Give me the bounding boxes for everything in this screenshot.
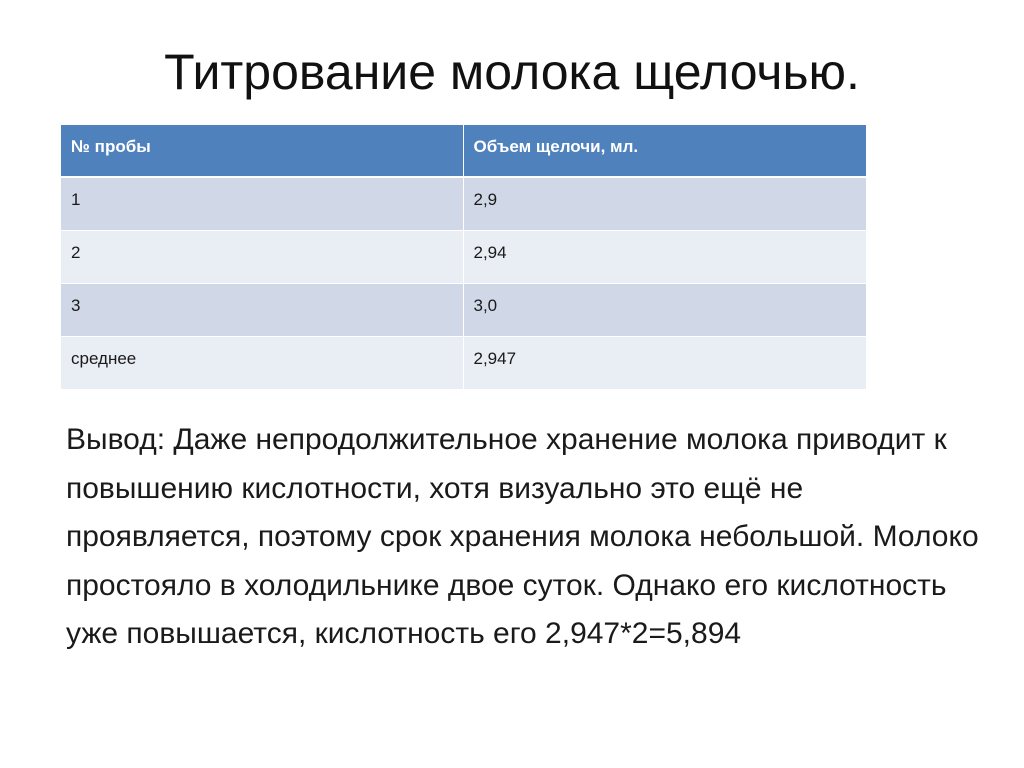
table-row-average bbox=[61, 336, 866, 389]
cell-sample-number: 1 bbox=[61, 177, 463, 230]
table-row bbox=[61, 230, 866, 283]
cell-average-label: среднее bbox=[61, 336, 463, 389]
cell-alkali-volume: 2,94 bbox=[463, 230, 866, 283]
header-alkali-volume: Объем щелочи, мл. bbox=[463, 125, 866, 177]
cell-average-value: 2,947 bbox=[463, 336, 866, 389]
conclusion-text: Вывод: Даже непродолжительное хранение молока приводит к повышению кислотности, хотя визуально это ещё не проявляется, поэтому срок хранения молока небольшой. Молоко простояло в холодильнике двое суток. Однако его кислотность уже повышается, кислотность его 2,947*2=5,894 bbox=[66, 423, 979, 650]
cell-sample-number: 2 bbox=[61, 230, 463, 283]
cell-alkali-volume: 3,0 bbox=[463, 283, 866, 336]
cell-alkali-volume: 2,9 bbox=[463, 177, 866, 230]
titration-table bbox=[61, 125, 866, 389]
table-row bbox=[61, 283, 866, 336]
table-row bbox=[61, 177, 866, 230]
cell-sample-number: 3 bbox=[61, 283, 463, 336]
slide-title: Титрование молока щелочью. bbox=[164, 44, 860, 100]
header-sample-number: № пробы bbox=[61, 125, 463, 177]
table-header-row bbox=[61, 125, 866, 177]
